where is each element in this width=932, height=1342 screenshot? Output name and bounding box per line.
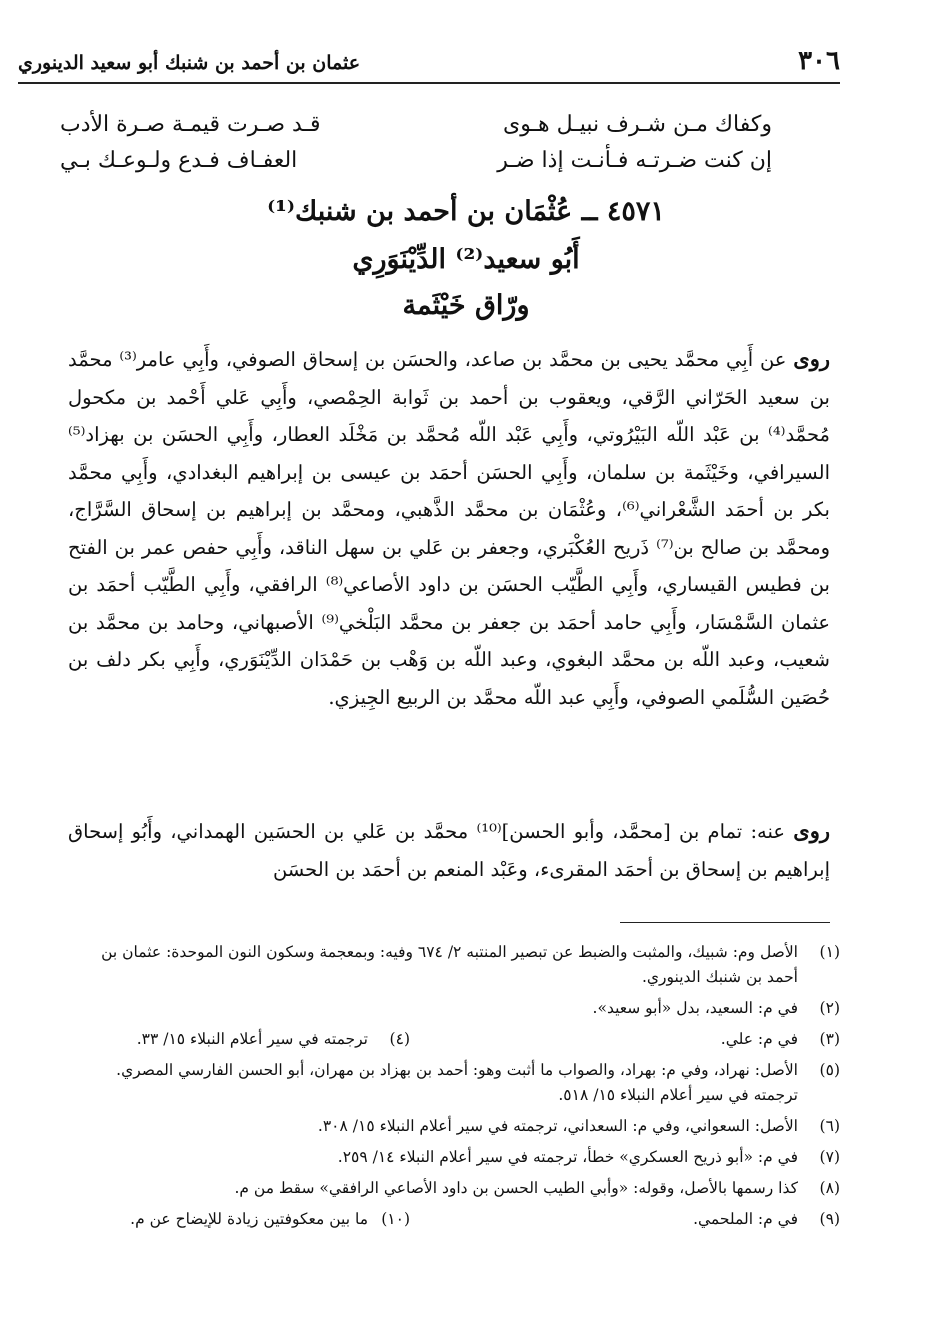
verse-first-hemistich: وكفاك مـن شـرف نبيـل هـوى [503, 111, 772, 137]
footnote-text: كذا رسمها بالأصل، وقوله: «وأبي الطيب الحسن بن داود الأصاعي الرافقي» سقط من م. [234, 1179, 798, 1197]
footnote [70, 996, 840, 1021]
paragraph-lead: روى [793, 818, 830, 843]
footnote [70, 1058, 840, 1108]
footnote [70, 1114, 840, 1139]
footnote-number: (١٠) [381, 1210, 410, 1228]
footnote-number: (٢) [819, 999, 840, 1017]
footnote-text: في م: الملحمي. [693, 1210, 798, 1228]
footnote-text: الأصل وم: شبيك، والمثبت والضبط عن تبصير المنتبه ٢/ ٦٧٤ وفيه: وبمعجمة وسكون النون الموحدة: عثمان بن أحمد بن شنبك الدينوري. [101, 943, 798, 986]
verse-row [60, 142, 772, 178]
narrated-by-paragraph [68, 812, 830, 888]
footnote [70, 1145, 840, 1170]
footnote-number: (٣) [819, 1030, 840, 1048]
footnote-number: (١) [819, 943, 840, 961]
page-number: ٣٠٦ [798, 46, 840, 76]
page-header [18, 34, 840, 84]
footnote-number: (٧) [819, 1148, 840, 1166]
footnote-number: (٥) [819, 1061, 840, 1079]
running-title: عثمان بن أحمد بن شنبك أبو سعيد الدينوري [18, 52, 361, 74]
verse-first-hemistich: إن كنت ضـرتـه فـأنـت إذا ضـر [497, 147, 772, 173]
narrated-from-paragraph [68, 340, 830, 716]
footnote [70, 1176, 840, 1201]
footnote-number: (٤) [389, 1030, 410, 1048]
footnote-number: (٨) [819, 1179, 840, 1197]
footnote-text: ترجمته في سير أعلام النبلاء ١٥/ ٣٣. [136, 1030, 368, 1048]
footnote [70, 940, 840, 990]
verse-row [60, 106, 772, 142]
footnote-pair [70, 1207, 840, 1232]
footnote-number: (٩) [819, 1210, 840, 1228]
footnote-text: الأصل: السعواني، وفي م: السعداني، ترجمته في سير أعلام النبلاء ١٥/ ٣٠٨. [317, 1117, 798, 1135]
verse-second-hemistich: العفـاف فـدع ولـوعـك بـي [60, 147, 298, 173]
footnote-divider [620, 922, 830, 923]
footnote-text: في م: «أبو ذريح العسكري» خطأ، ترجمته في سير أعلام النبلاء ١٤/ ٢٥٩. [337, 1148, 798, 1166]
footnote-pair [70, 1027, 840, 1052]
paragraph-text: عن أَبِي محمَّد يحيى بن محمَّد بن صاعد، والحسَن بن إسحاق الصوفي، وأَبِي عامر⁽³⁾ محمَّد بن سعيد الحَرّاني الرَّقي، ويعقوب بن أحمد بن ثَوابة الحِمْصي، وأَبِي عَلي أَحْمد بن مكحول مُحمَّد⁽⁴⁾ بن عَبْد اللّه البَيْرُوتي، وأَبِي عَبْد اللّه مُحمَّد بن مَخْلَد العطار، وأَبِي الحسَن بن بهزاد⁽⁵⁾ السيرافي، وخَيْثَمة بن سلمان، وأَبِي الحسَن أحمَد بن عيسى بن إبراهيم البغدادي، وأَبِي محمَّد بكر بن أحمَد الشَّعْراني⁽⁶⁾، وعُثْمَان بن محمَّد الذَّهبي، ومحمَّد بن إبراهيم بن إسحاق السَّرَّاج، ومحمَّد بن صالح بن⁽⁷⁾ ذَريح العُكْبَري، وجعفر بن عَلي بن سهل الناقد، وأَبِي حفص عمر بن الفتح بن فطيس القيساري، وأَبِي الطَّيّب الحسَن بن داود الأصاعي⁽⁸⁾ الرافقي، وأَبِي الطَّيّب أحمَد بن عثمان السَّمْسَار، وأَبِي حامد أحمَد بن جعفر بن محمَّد البَلْخي⁽⁹⁾ الأصبهاني، وحامد بن محمَّد بن شعيب، وعبد اللّه بن محمَّد البغوي، وعبد اللّه بن وَهْب بن حَمْدَان الدِّيْنَوَري، وأَبِي بكر دلف بن حُصَين السُّلَمي الصوفي، وأَبِي عبد اللّه محمَّد بن الربيع الجِيزي. [68, 348, 830, 709]
entry-title: ٤٥٧١ ــ عُثْمَان بن أحمد بن شنبك⁽¹⁾ [267, 196, 665, 227]
poem [60, 106, 772, 178]
entry-occupation: ورّاق خَيْثَمة [402, 290, 530, 321]
footnotes [70, 940, 840, 1238]
paragraph-lead: روى [793, 346, 831, 371]
entry-kunya: أَبُو سعيد⁽²⁾ الدِّيْنَوَرِي [352, 244, 580, 275]
footnote-text: الأصل: نهراد، وفي م: بهراد، والصواب ما أثبت وهو: أحمد بن بهزاد بن مهران، أبو الحسن الفارسي المصري. ترجمته في سير أعلام النبلاء ١٥/ ٥١٨. [116, 1061, 798, 1104]
footnote-text: في م: السعيد، بدل «أبو سعيد». [592, 999, 798, 1017]
paragraph-text: عنه: تمام بن [محمَّد، وأبو الحسن]⁽¹⁰⁾ محمَّد بن عَلي بن الحسَين الهمداني، وأَبُو إسحاق إبراهيم بن إسحاق بن أحمَد المقرىء، وعَبْد المنعم بن أحمَد بن الحسَن [68, 820, 830, 881]
verse-second-hemistich: قـد صـرت قيمـة صـرة الأدب [60, 111, 321, 137]
footnote-text: ما بين معكوفتين زيادة للإيضاح عن م. [130, 1210, 368, 1228]
footnote-number: (٦) [819, 1117, 840, 1135]
footnote-text: في م: علي. [720, 1030, 798, 1048]
